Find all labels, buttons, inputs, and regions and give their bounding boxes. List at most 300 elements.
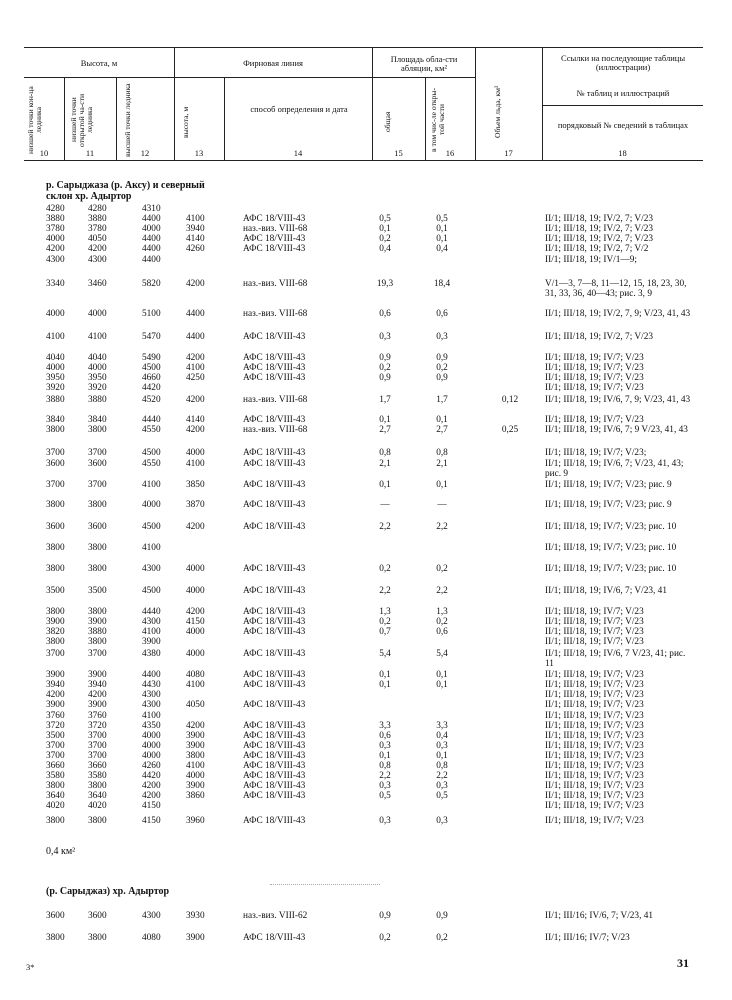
cell-c18: II/1; III/18, 19; IV/7; V/23 <box>545 711 644 721</box>
cell-c11: 3600 <box>88 911 107 921</box>
cell-c13: 4140 <box>186 415 205 425</box>
cell-c13: 4200 <box>186 353 205 363</box>
cell-c10: 3800 <box>46 543 65 553</box>
cell-c18: II/1; III/18, 19; IV/2, 7, 9; V/23, 41, 43 <box>545 309 691 319</box>
cell-c11: 3700 <box>88 751 107 761</box>
cell-c10: 4000 <box>46 234 65 244</box>
cell-c12: 4420 <box>142 771 161 781</box>
cell-c12: 4420 <box>142 383 161 393</box>
cell-c14: АФС 18/VIII-43 <box>243 771 306 781</box>
cell-c13: 4200 <box>186 607 205 617</box>
cell-c11: 3880 <box>88 214 107 224</box>
table-header <box>24 47 703 161</box>
cell-c15: — <box>380 500 390 510</box>
cell-c16: 0,4 <box>436 244 448 254</box>
cell-c12: 5100 <box>142 309 161 319</box>
cell-c12: 4500 <box>142 586 161 596</box>
cell-c16: 0,9 <box>436 911 448 921</box>
cell-c16: 0,6 <box>436 627 448 637</box>
cell-c14: АФС 18/VIII-43 <box>243 373 306 383</box>
cell-c15: 0,3 <box>379 332 391 342</box>
cell-c10: 3780 <box>46 224 65 234</box>
cell-c13: 4000 <box>186 586 205 596</box>
col12-header: высшей точки ледника <box>123 83 132 157</box>
cell-c10: 4040 <box>46 353 65 363</box>
cell-c14: АФС 18/VIII-43 <box>243 933 306 943</box>
cell-c10: 3900 <box>46 670 65 680</box>
cell-c14: АФС 18/VIII-43 <box>243 214 306 224</box>
cell-c11: 3840 <box>88 415 107 425</box>
cell-c14: АФС 18/VIII-43 <box>243 415 306 425</box>
cell-c11: 3700 <box>88 480 107 490</box>
cell-c15: 0,1 <box>379 480 391 490</box>
cell-c11: 4040 <box>88 353 107 363</box>
cell-c13: 3900 <box>186 741 205 751</box>
cell-c15: 0,9 <box>379 911 391 921</box>
cell-c10: 3600 <box>46 459 65 469</box>
cell-c11: 3640 <box>88 791 107 801</box>
cell-c18: II/1; III/18, 19; IV/7; V/23; рис. 9 <box>545 500 672 510</box>
cell-c10: 4200 <box>46 244 65 254</box>
cell-c10: 4280 <box>46 204 65 214</box>
col-number: 14 <box>293 148 303 158</box>
cell-c12: 4080 <box>142 933 161 943</box>
cell-c12: 4550 <box>142 459 161 469</box>
col-number: 11 <box>85 148 95 158</box>
cell-c14: АФС 18/VIII-43 <box>243 448 306 458</box>
cell-c13: 4150 <box>186 617 205 627</box>
cell-c15: 0,6 <box>379 309 391 319</box>
cell-c15: 0,4 <box>379 244 391 254</box>
cell-c12: 4400 <box>142 234 161 244</box>
cell-c18: II/1; III/18, 19; IV/7; V/23 <box>545 637 644 647</box>
cell-c11: 3800 <box>88 933 107 943</box>
cell-c10: 3820 <box>46 627 65 637</box>
cell-c14: АФС 18/VIII-43 <box>243 761 306 771</box>
cell-c11: 3800 <box>88 564 107 574</box>
col16-header: в том чис-ле откры-той части <box>429 87 446 153</box>
cell-c11: 3900 <box>88 617 107 627</box>
cell-c10: 3800 <box>46 607 65 617</box>
cell-c15: 2,1 <box>379 459 391 469</box>
cell-c12: 3900 <box>142 637 161 647</box>
cell-c10: 4300 <box>46 255 65 265</box>
col-sep <box>372 47 373 160</box>
firn-group-label: Фирновая линия <box>243 58 303 68</box>
cell-c15: 2,2 <box>379 771 391 781</box>
cell-c11: 4200 <box>88 690 107 700</box>
cell-c12: 4200 <box>142 791 161 801</box>
cell-c14: АФС 18/VIII-43 <box>243 500 306 510</box>
cell-c11: 3800 <box>88 607 107 617</box>
cell-c14: наз.-виз. VIII-68 <box>243 279 308 289</box>
cell-c14: АФС 18/VIII-43 <box>243 816 306 826</box>
cell-c13: 3940 <box>186 224 205 234</box>
cell-c11: 3880 <box>88 627 107 637</box>
cell-c13: 4100 <box>186 680 205 690</box>
cell-c11: 4280 <box>88 204 107 214</box>
cell-c13: 4000 <box>186 627 205 637</box>
cell-c13: 4100 <box>186 761 205 771</box>
cell-c14: АФС 18/VIII-43 <box>243 627 306 637</box>
cell-c14: АФС 18/VIII-43 <box>243 751 306 761</box>
cell-c13: 4050 <box>186 700 205 710</box>
cell-c16: 2,2 <box>436 522 448 532</box>
cell-c14: наз.-виз. VIII-68 <box>243 425 308 435</box>
cell-c16: 2,2 <box>436 586 448 596</box>
refs-subheader-order: порядковый № сведений в таблицах <box>557 120 689 130</box>
cell-c14: АФС 18/VIII-43 <box>243 781 306 791</box>
col13-header: высота, м <box>181 106 190 138</box>
cell-c12: 4660 <box>142 373 161 383</box>
cell-c11: 3600 <box>88 522 107 532</box>
cell-c18: II/1; III/18, 19; IV/7; V/23 <box>545 353 644 363</box>
cell-c10: 3800 <box>46 425 65 435</box>
cell-c11: 4000 <box>88 363 107 373</box>
cell-c13: 4100 <box>186 363 205 373</box>
cell-c11: 3700 <box>88 731 107 741</box>
cell-c18: II/1; III/18, 19; IV/2, 7; V/23 <box>545 224 654 234</box>
cell-c12: 4300 <box>142 911 161 921</box>
cell-c18: II/1; III/18, 19; IV/1—9; <box>545 255 637 265</box>
cell-c10: 3880 <box>46 395 65 405</box>
firn-group-rule <box>174 77 372 78</box>
firn-method-header: способ определения и дата <box>250 104 348 114</box>
cell-c13: 4080 <box>186 670 205 680</box>
area-note: 0,4 км² <box>46 846 76 857</box>
cell-c13: 3900 <box>186 781 205 791</box>
cell-c12: 4150 <box>142 816 161 826</box>
cell-c16: 2,1 <box>436 459 448 469</box>
cell-c10: 3800 <box>46 500 65 510</box>
cell-c14: АФС 18/VIII-43 <box>243 363 306 373</box>
cell-c12: 4150 <box>142 801 161 811</box>
cell-c12: 4000 <box>142 731 161 741</box>
cell-c16: 0,1 <box>436 680 448 690</box>
cell-c11: 3900 <box>88 700 107 710</box>
cell-c18: II/1; III/18, 19; IV/7; V/23 <box>545 607 644 617</box>
cell-c10: 3900 <box>46 700 65 710</box>
cell-c11: 3800 <box>88 543 107 553</box>
faint-mark <box>270 884 380 887</box>
cell-c13: 4000 <box>186 564 205 574</box>
cell-c13: 4200 <box>186 395 205 405</box>
cell-c15: 0,1 <box>379 751 391 761</box>
cell-c13: 4000 <box>186 771 205 781</box>
cell-c16: 0,8 <box>436 448 448 458</box>
cell-c13: 3870 <box>186 500 205 510</box>
cell-c12: 4000 <box>142 741 161 751</box>
cell-c11: 3580 <box>88 771 107 781</box>
cell-c18: II/1; III/18, 19; IV/7; V/23 <box>545 731 644 741</box>
cell-c18: II/1; III/18, 19; IV/7; V/23 <box>545 771 644 781</box>
cell-c14: наз.-виз. VIII-62 <box>243 911 308 921</box>
cell-c16: 0,8 <box>436 761 448 771</box>
cell-c17: 0,12 <box>501 395 519 405</box>
section-title: (р. Сарыджаз) хр. Адыртор <box>46 886 170 897</box>
cell-c14: АФС 18/VIII-43 <box>243 791 306 801</box>
cell-c13: 4250 <box>186 373 205 383</box>
cell-c10: 3800 <box>46 816 65 826</box>
refs-group-label: Ссылки на последующие таблицы (иллюстрации) <box>560 53 686 72</box>
cell-c10: 3700 <box>46 480 65 490</box>
cell-c10: 3700 <box>46 741 65 751</box>
col-number: 18 <box>618 148 627 158</box>
cell-c12: 4500 <box>142 363 161 373</box>
cell-c18: II/1; III/18, 19; IV/7; V/23 <box>545 721 644 731</box>
cell-c16: — <box>437 500 447 510</box>
cell-c13: 4260 <box>186 244 205 254</box>
cell-c14: АФС 18/VIII-43 <box>243 731 306 741</box>
cell-c14: АФС 18/VIII-43 <box>243 741 306 751</box>
cell-c18: II/1; III/18, 19; IV/7; V/23 <box>545 363 644 373</box>
cell-c16: 0,2 <box>436 933 448 943</box>
cell-c16: 0,1 <box>436 670 448 680</box>
cell-c15: 0,3 <box>379 781 391 791</box>
cell-c12: 4350 <box>142 721 161 731</box>
cell-c15: 0,2 <box>379 617 391 627</box>
cell-c12: 4100 <box>142 480 161 490</box>
cell-c12: 4400 <box>142 214 161 224</box>
cell-c12: 4300 <box>142 700 161 710</box>
cell-c18: II/1; III/18, 19; IV/6, 7; V/23, 41, 43; рис. 9 <box>545 459 684 479</box>
cell-c16: 0,2 <box>436 617 448 627</box>
cell-c13: 4140 <box>186 234 205 244</box>
cell-c16: 1,7 <box>436 395 448 405</box>
cell-c18: II/1; III/18, 19; IV/7; V/23 <box>545 781 644 791</box>
cell-c11: 3700 <box>88 649 107 659</box>
cell-c16: 0,3 <box>436 816 448 826</box>
cell-c18: II/1; III/18, 19; IV/7; V/23 <box>545 741 644 751</box>
cell-c11: 3950 <box>88 373 107 383</box>
cell-c16: 0,5 <box>436 791 448 801</box>
cell-c16: 0,9 <box>436 373 448 383</box>
cell-c10: 3700 <box>46 448 65 458</box>
cell-c16: 0,1 <box>436 224 448 234</box>
cell-c14: АФС 18/VIII-43 <box>243 617 306 627</box>
cell-c16: 0,3 <box>436 741 448 751</box>
cell-c18: II/1; III/16; IV/6, 7; V/23, 41 <box>545 911 654 921</box>
area-group-rule <box>372 77 475 78</box>
cell-c12: 4100 <box>142 627 161 637</box>
cell-c18: II/1; III/18, 19; IV/2, 7; V/23 <box>545 234 654 244</box>
cell-c11: 3700 <box>88 448 107 458</box>
cell-c14: АФС 18/VIII-43 <box>243 649 306 659</box>
cell-c13: 4400 <box>186 332 205 342</box>
cell-c10: 3800 <box>46 781 65 791</box>
cell-c18: II/1; III/18, 19; IV/6, 7; V/23, 41 <box>545 586 667 596</box>
cell-c11: 3720 <box>88 721 107 731</box>
cell-c11: 3600 <box>88 459 107 469</box>
cell-c14: наз.-виз. VIII-68 <box>243 224 308 234</box>
col15-header: общая <box>383 111 392 133</box>
cell-c18: II/1; III/18, 19; IV/2, 7; V/23 <box>545 214 654 224</box>
cell-c18: II/1; III/18, 19; IV/7; V/23 <box>545 627 644 637</box>
cell-c16: 0,2 <box>436 564 448 574</box>
cell-c15: 0,2 <box>379 564 391 574</box>
cell-c18: II/1; III/18, 19; IV/7; V/23; <box>545 448 647 458</box>
cell-c11: 3500 <box>88 586 107 596</box>
cell-c14: АФС 18/VIII-43 <box>243 586 306 596</box>
col-number: 16 <box>445 148 455 158</box>
col-number: 13 <box>194 148 204 158</box>
cell-c15: 0,2 <box>379 933 391 943</box>
cell-c11: 3800 <box>88 500 107 510</box>
cell-c10: 3800 <box>46 933 65 943</box>
header-top-rule <box>24 47 703 48</box>
refs-group-rule <box>542 105 703 106</box>
header-bottom-rule <box>24 160 703 161</box>
cell-c11: 4300 <box>88 255 107 265</box>
cell-c14: наз.-виз. VIII-68 <box>243 309 308 319</box>
cell-c14: АФС 18/VIII-43 <box>243 234 306 244</box>
cell-c16: 0,2 <box>436 363 448 373</box>
cell-c15: 3,3 <box>379 721 391 731</box>
cell-c12: 4200 <box>142 781 161 791</box>
cell-c15: 1,3 <box>379 607 391 617</box>
cell-c14: АФС 18/VIII-43 <box>243 353 306 363</box>
cell-c11: 4100 <box>88 332 107 342</box>
cell-c18: II/1; III/18, 19; IV/2, 7; V/23 <box>545 332 654 342</box>
cell-c16: 3,3 <box>436 721 448 731</box>
cell-c15: 0,3 <box>379 816 391 826</box>
cell-c10: 3760 <box>46 711 65 721</box>
cell-c15: 0,3 <box>379 741 391 751</box>
cell-c12: 4550 <box>142 425 161 435</box>
cell-c15: 0,2 <box>379 363 391 373</box>
cell-c14: АФС 18/VIII-43 <box>243 721 306 731</box>
cell-c16: 0,5 <box>436 214 448 224</box>
cell-c18: II/1; III/18, 19; IV/7; V/23 <box>545 680 644 690</box>
cell-c12: 4000 <box>142 224 161 234</box>
cell-c14: АФС 18/VIII-43 <box>243 480 306 490</box>
col-number: 15 <box>394 148 403 158</box>
cell-c12: 4310 <box>142 204 161 214</box>
cell-c12: 5490 <box>142 353 161 363</box>
cell-c18: II/1; III/18, 19; IV/6, 7; 9 V/23, 41, 43 <box>545 425 688 435</box>
cell-c12: 4400 <box>142 244 161 254</box>
cell-c18: II/1; III/18, 19; IV/7; V/23 <box>545 383 644 393</box>
cell-c11: 3760 <box>88 711 107 721</box>
cell-c13: 4200 <box>186 425 205 435</box>
cell-c12: 4100 <box>142 543 161 553</box>
refs-subheader-tables: № таблиц и иллюстраций <box>576 88 670 98</box>
cell-c13: 4200 <box>186 721 205 731</box>
cell-c16: 0,3 <box>436 781 448 791</box>
cell-c11: 3800 <box>88 816 107 826</box>
cell-c15: 2,2 <box>379 522 391 532</box>
cell-c18: II/1; III/18, 19; IV/7; V/23 <box>545 617 644 627</box>
cell-c13: 4000 <box>186 649 205 659</box>
cell-c13: 4100 <box>186 214 205 224</box>
signature-mark: 3* <box>26 962 35 972</box>
cell-c11: 3880 <box>88 395 107 405</box>
cell-c18: II/1; III/18, 19; IV/7; V/23 <box>545 670 644 680</box>
cell-c13: 3900 <box>186 731 205 741</box>
cell-c12: 4300 <box>142 617 161 627</box>
cell-c12: 4440 <box>142 415 161 425</box>
cell-c10: 3700 <box>46 649 65 659</box>
col17-header: Объем льда, км³ <box>493 85 502 139</box>
cell-c18: II/1; III/18, 19; IV/7; V/23 <box>545 690 644 700</box>
cell-c11: 3900 <box>88 670 107 680</box>
area-group-label: Площадь обла-сти абляции, км² <box>390 54 458 73</box>
col-number: 17 <box>504 148 513 158</box>
cell-c16: 0,9 <box>436 353 448 363</box>
cell-c18: II/1; III/18, 19; IV/7; V/23; рис. 10 <box>545 522 677 532</box>
cell-c10: 3840 <box>46 415 65 425</box>
cell-c11: 4200 <box>88 244 107 254</box>
cell-c13: 4200 <box>186 522 205 532</box>
cell-c15: 0,8 <box>379 448 391 458</box>
cell-c12: 4400 <box>142 255 161 265</box>
cell-c11: 4000 <box>88 309 107 319</box>
cell-c15: 0,2 <box>379 234 391 244</box>
cell-c15: 2,2 <box>379 586 391 596</box>
cell-c14: АФС 18/VIII-43 <box>243 459 306 469</box>
col11-header: низшей точки открытой ча-сти ледника <box>69 93 94 147</box>
cell-c10: 4020 <box>46 801 65 811</box>
cell-c10: 3600 <box>46 522 65 532</box>
cell-c18: II/1; III/18, 19; IV/7; V/23 <box>545 761 644 771</box>
cell-c16: 0,4 <box>436 731 448 741</box>
cell-c10: 3940 <box>46 680 65 690</box>
cell-c12: 5820 <box>142 279 161 289</box>
cell-c12: 4440 <box>142 607 161 617</box>
cell-c18: II/1; III/18, 19; IV/6, 7 V/23, 41; рис. 11 <box>545 649 686 669</box>
cell-c10: 3800 <box>46 564 65 574</box>
cell-c12: 4500 <box>142 448 161 458</box>
cell-c16: 0,3 <box>436 332 448 342</box>
cell-c13: 4200 <box>186 279 205 289</box>
cell-c13: 3860 <box>186 791 205 801</box>
col-sep <box>542 47 543 160</box>
cell-c14: наз.-виз. VIII-68 <box>243 395 308 405</box>
cell-c15: 0,5 <box>379 214 391 224</box>
cell-c13: 3900 <box>186 933 205 943</box>
cell-c12: 4500 <box>142 522 161 532</box>
cell-c12: 4300 <box>142 564 161 574</box>
cell-c15: 0,1 <box>379 680 391 690</box>
cell-c15: 0,9 <box>379 373 391 383</box>
cell-c18: II/1; III/18, 19; IV/2, 7; V/2 <box>545 244 649 254</box>
cell-c17: 0,25 <box>501 425 519 435</box>
cell-c11: 3800 <box>88 637 107 647</box>
cell-c12: 5470 <box>142 332 161 342</box>
cell-c12: 4520 <box>142 395 161 405</box>
cell-c12: 4430 <box>142 680 161 690</box>
cell-c15: 1,7 <box>379 395 391 405</box>
cell-c15: 5,4 <box>379 649 391 659</box>
cell-c13: 3800 <box>186 751 205 761</box>
cell-c11: 3780 <box>88 224 107 234</box>
cell-c13: 3850 <box>186 480 205 490</box>
cell-c15: 0,1 <box>379 670 391 680</box>
cell-c14: АФС 18/VIII-43 <box>243 522 306 532</box>
cell-c18: II/1; III/18, 19; IV/6, 7, 9; V/23, 41, 43 <box>545 395 691 405</box>
cell-c13: 4100 <box>186 459 205 469</box>
cell-c12: 4000 <box>142 500 161 510</box>
cell-c11: 3920 <box>88 383 107 393</box>
cell-c16: 2,7 <box>436 425 448 435</box>
cell-c11: 4020 <box>88 801 107 811</box>
cell-c18: II/1; III/18, 19; IV/7; V/23; рис. 9 <box>545 480 672 490</box>
cell-c15: 0,5 <box>379 791 391 801</box>
cell-c16: 0,1 <box>436 415 448 425</box>
cell-c16: 18,4 <box>433 279 451 289</box>
cell-c10: 3720 <box>46 721 65 731</box>
cell-c10: 3580 <box>46 771 65 781</box>
